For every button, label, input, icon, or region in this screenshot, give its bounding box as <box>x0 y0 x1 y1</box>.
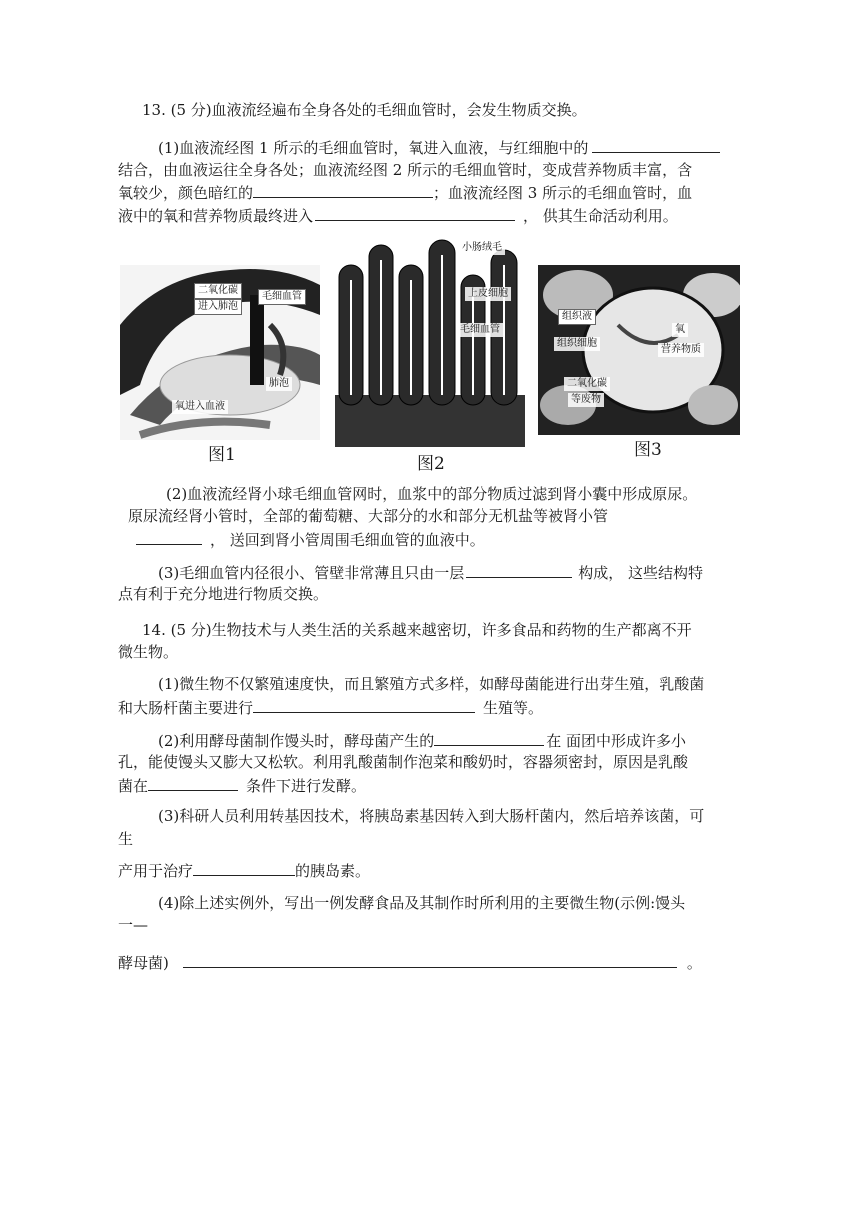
fig3-label-waste: 等废物 <box>568 393 604 407</box>
fig1-caption: 图1 <box>208 445 236 465</box>
q14-title-line1: 14. (5 分)生物技术与人类生活的关系越来越密切，许多食品和药物的生产都离不开 <box>142 621 692 639</box>
fig3-label-co2: 二氧化碳 <box>564 377 610 391</box>
q14-p3-line2: 生 <box>118 830 134 848</box>
figure-1 <box>120 265 320 465</box>
q14-p2-line3 <box>118 775 366 796</box>
q13-p1-text1: (1)血液流经图 1 所示的毛细血管时，氧进入血液，与红细胞中的 <box>158 139 589 157</box>
figure-3 <box>538 265 740 460</box>
fig1-label-co2: 二氧化碳 <box>194 283 242 299</box>
q14-p2-text3a: 菌在 <box>118 777 149 795</box>
q13-p2-text3: ， 送回到肾小管周围毛细血管的血液中。 <box>210 531 485 549</box>
q13-title: 13. (5 分)血液流经遍布全身各处的毛细血管时，会发生物质交换。 <box>142 101 587 119</box>
q13-p3-text1b: 构成， 这些结构特 <box>578 564 704 582</box>
q14-p1-line1: (1)微生物不仅繁殖速度快，而且繁殖方式多样，如酵母菌能进行出芽生殖，乳酸菌 <box>158 675 705 693</box>
fig1-label-capillary: 毛细血管 <box>258 289 306 305</box>
q14-blank1[interactable] <box>253 697 475 713</box>
fig3-caption: 图3 <box>634 440 662 460</box>
q14-p3-text3a: 产用于治疗 <box>118 862 194 880</box>
q13-p1-line3 <box>118 182 692 203</box>
q14-p4-text3a: 酵母菌) <box>118 954 169 972</box>
fig3-label-oxygen: 氧 <box>672 323 688 337</box>
fig3-label-tissue-cell: 组织细胞 <box>554 337 600 351</box>
fig1-label-alveolus: 肺泡 <box>266 377 292 391</box>
q13-blank5[interactable] <box>466 562 572 578</box>
q13-p1-line1 <box>158 137 720 158</box>
fig3-label-tissue-fluid: 组织液 <box>558 309 596 325</box>
q14-blank4[interactable] <box>193 860 295 876</box>
q13-p2-line3 <box>136 529 485 550</box>
q14-p2-text1a: (2)利用酵母菌制作馒头时，酵母菌产生的 <box>158 732 435 750</box>
q14-p4-text3b: 。 <box>686 954 702 972</box>
q14-p1-line2 <box>118 697 543 718</box>
q14-blank5[interactable] <box>183 952 677 968</box>
q14-blank3[interactable] <box>148 775 238 791</box>
q13-p3-text1a: (3)毛细血管内径很小、管壁非常薄且只由一层 <box>158 564 465 582</box>
q13-p2-line2: 原尿流经肾小管时，全部的葡萄糖、大部分的水和部分无机盐等被肾小管 <box>128 507 609 525</box>
fig2-label-epithelium: 上皮细胞 <box>465 287 511 301</box>
q13-p1-text4b: ， 供其生命活动利用。 <box>523 207 678 225</box>
fig3-label-nutrients: 营养物质 <box>658 343 704 357</box>
q13-blank1[interactable] <box>592 137 720 153</box>
figure-2 <box>335 235 525 473</box>
q13-blank4[interactable] <box>136 529 202 545</box>
q14-p1-text2b: 生殖等。 <box>483 699 544 717</box>
q13-blank2[interactable] <box>253 182 433 198</box>
q13-p1-text3b: ；血液流经图 3 所示的毛细血管时，血 <box>433 184 693 202</box>
q13-p1-line4 <box>118 205 678 226</box>
q14-p4-line2: 一— <box>118 916 149 934</box>
fig2-label-villus: 小肠绒毛 <box>459 241 505 255</box>
q14-p4-line1: (4)除上述实例外，写出一例发酵食品及其制作时所利用的主要微生物(示例:馒头 <box>158 894 686 912</box>
q13-p2-line1: (2)血液流经肾小球毛细血管网时，血浆中的部分物质过滤到肾小囊中形成原尿。 <box>166 485 698 503</box>
q14-p3-text3b: 的胰岛素。 <box>295 862 371 880</box>
figure-2-illustration <box>335 235 525 447</box>
fig2-label-capillary: 毛细血管 <box>457 323 503 337</box>
q14-p2-text3b: 条件下进行发酵。 <box>246 777 367 795</box>
q14-p2-text1b: 在 面团中形成许多小 <box>546 732 687 750</box>
fig1-label-into-alveolus: 进入肺泡 <box>194 299 242 315</box>
fig1-label-oxygen-in: 氧进入血液 <box>172 400 228 414</box>
q14-p2-line2: 孔，能使馒头又膨大又松软。利用乳酸菌制作泡菜和酸奶时，容器须密封，原因是乳酸 <box>118 753 689 771</box>
q13-p1-text4a: 液中的氧和营养物质最终进入 <box>118 207 314 225</box>
q14-title-line2: 微生物。 <box>118 643 179 661</box>
q14-p3-line3 <box>118 860 370 881</box>
q14-p3-line1: (3)科研人员利用转基因技术，将胰岛素基因转入到大肠杆菌内，然后培养该菌，可 <box>158 807 705 825</box>
q14-p1-text2a: 和大肠杆菌主要进行 <box>118 699 254 717</box>
q14-p2-line1 <box>158 730 686 751</box>
q13-p3-line1 <box>158 562 703 583</box>
q13-blank3[interactable] <box>315 205 515 221</box>
q14-p4-line3 <box>118 952 702 973</box>
q13-p1-line2: 结合，由血液运往全身各处；血液流经图 2 所示的毛细血管时，变成营养物质丰富，含 <box>118 161 693 179</box>
q14-blank2[interactable] <box>434 730 544 746</box>
q13-p3-line2: 点有利于充分地进行物质交换。 <box>118 585 329 603</box>
q13-p1-text3a: 氧较少，颜色暗红的 <box>118 184 254 202</box>
fig2-caption: 图2 <box>417 454 445 474</box>
